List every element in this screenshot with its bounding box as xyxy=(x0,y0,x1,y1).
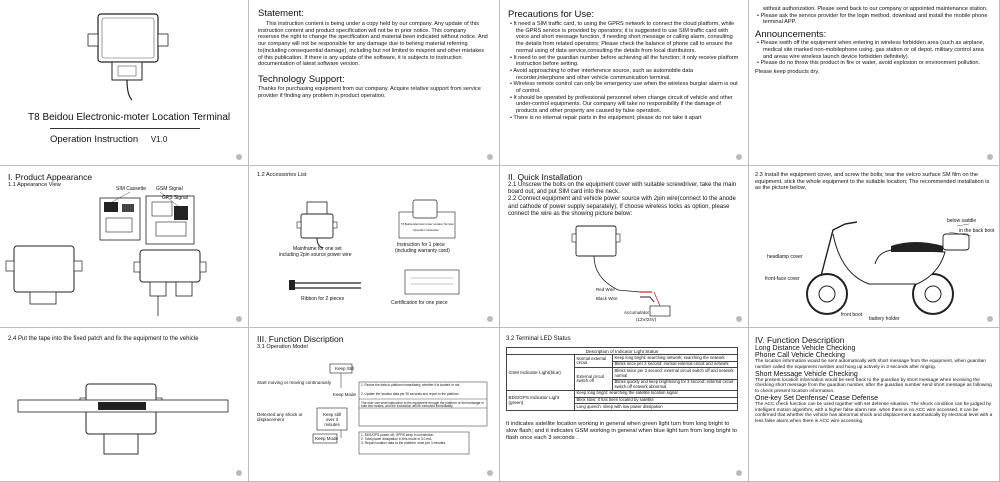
page-dot xyxy=(987,316,993,322)
led-description: Long quench: sleep with low power dissipation xyxy=(575,404,738,411)
quick-step-1: 2.1 Unscrew the bolts on the equipment cover with suitable screwdriver, take the main board out, and put SIM card into the neck. xyxy=(508,182,737,196)
sms-heading: Short Message Vehicle Checking xyxy=(755,370,858,378)
label-sim-cassette: SIM Cassette xyxy=(116,186,147,192)
announcements-page xyxy=(749,0,1000,166)
black-wire-label: Black Wire xyxy=(596,296,618,301)
label-gsm-signal: GSM Signal xyxy=(156,186,183,192)
cover-version: V1.0 xyxy=(150,135,168,144)
keep-mode-label: Keep Mode xyxy=(333,392,357,397)
precaution-item: • It should be operated by professional personnel when change circuit of vehicle and other under-control equipments. Our company will take no responsibility if the damage of products and other property are caused by false operation. xyxy=(510,94,733,115)
precautions-page xyxy=(500,0,749,166)
appearance-subheading: 1.1 Appearance View xyxy=(8,182,61,188)
precaution-item: • There is no internal repair parts in the equipment; please do not take it apart xyxy=(510,114,702,121)
precautions-heading: Precautions for Use: xyxy=(508,9,595,20)
cover-title: T8 Beidou Electronic-moter Location Terminal xyxy=(28,112,231,123)
instruction-label-detail: (including warranty card) xyxy=(395,248,450,254)
precaution-text: It need to set the guardian number before achieving all the function; it only receive platform instruction before setting. xyxy=(513,54,739,68)
scooter-illustration xyxy=(749,166,1000,328)
active-mode-line: The user can send instruction to the equipment through the platform or text message in both two modes, and the instruction will be executed immediately xyxy=(361,400,484,409)
instruction-doc-subtitle: Operation Instruction xyxy=(413,228,439,232)
label-headlamp-cover: headlamp cover xyxy=(767,254,803,260)
led-description: Keep long bright: searching the satellite location signal xyxy=(575,390,738,397)
precaution-text: Wireless remote control can only be emergency use when the wireless burglar alarm is out of control. xyxy=(513,81,738,95)
label-front-boot: front boot xyxy=(841,312,863,318)
statement-body: This instruction content is being under a copy held by our company. Any update of this instruction content and product specification will not be in prior notice. This company reserves the right to change the specification and material been indicated without notice. And our company will not be responsible for any damage due to belving material referring to(including consequential damage), including but not limited to misprint and other mistakes of this publication. If there is any update of the software, it is subjects to instruction documentation of latest software version. xyxy=(258,21,488,68)
accessories-page xyxy=(249,166,500,328)
page-dot xyxy=(236,154,242,160)
precaution-item: • Avoid approaching to other interference source, such as automobile data recorder,interphone and other vehicle communication terminal. xyxy=(510,67,694,81)
quick-step-2: 2.2 Connect equipment and vehicle power source with 2pin wire(connect to the anode and cathode of power supply separately); If choose wireless locks as option, please connect the wire as the showing picture below: xyxy=(508,196,736,217)
bds-label: BDS/GPS Indicator Light (green) xyxy=(507,390,575,410)
support-heading: Technology Support: xyxy=(258,73,345,85)
statement-page xyxy=(249,0,500,166)
defense-heading: One-key Set Denfense/ Cease Defense xyxy=(755,394,878,402)
sms-text: The present location information would be sent back to the guardian by short message when receiving the checking short message from the guardian number, after the guardian number send short message as following to check present location information. xyxy=(755,377,992,394)
label-back-boot: in the back boot xyxy=(959,228,995,234)
func-desc-heading: IV. Function Description xyxy=(755,335,845,345)
led-description: Blinks quickly and keep brightening for 3 second: external circuit switch off network abnormal xyxy=(613,379,738,390)
precaution-text: There is no internal repair parts in the equipment; please do not take it apart xyxy=(513,114,702,121)
label-front-face-cover: front-face cover xyxy=(765,276,800,282)
sleep-mode-line: 1. BDS/GPS power off, GPRS keep in connection. xyxy=(361,433,435,437)
accessories-illustration xyxy=(249,166,500,328)
sleep-mode-box xyxy=(361,434,467,446)
active-mode-line: 2. Update the location data per 30 seconds and report to the platform. xyxy=(361,391,460,396)
announcement-text: Please swith off the equipment when entering in wireless forbidden area (such as airplane, medical site marked non-mobilephone using, gas station or oil depot, military control area and areas wire wireless launch device forbidden definitely). xyxy=(760,40,985,60)
phone-call-text: The location information would be sent automatically with short message from the equipment, when guardian number called the equipment number and hung up actively in 3 seconds after ringing. xyxy=(755,359,986,370)
page-dot xyxy=(736,316,742,322)
sleep-mode-line: 2. Total power dissipation in this mode is 3.0 mA. xyxy=(361,436,433,441)
tape-illustration xyxy=(0,328,249,482)
precaution-item: • It need a SIM traffic card, to using the GPRS network to connect the cloud platform, while the GPRS service is provided by operators; it is suggested to use SIM traffic card with voice and short message function, if needing short message or calling alarm, consulting the details from related operators; Please check the balance of phone call to ensure the normal using of data service,consulting the details from local distributors. xyxy=(510,21,735,54)
led-condition: External circuit switch off xyxy=(575,368,613,390)
active-mode-line: 1. Recive the data to platform immediately, whether it is located or not. xyxy=(361,383,461,387)
label-below-saddle: below saddle xyxy=(947,218,977,224)
label-gps-signal: GPS Signal xyxy=(162,195,188,201)
mainframe-label: Mainframe for one set xyxy=(293,246,342,252)
precaution-text: It need a SIM traffic card, to using the GPRS network to connect the cloud platform, while the GPRS service is provided by operators; it is suggested to use SIM traffic card with voice and short message function, if needing short message or calling alarm, consulting the details from related operators; Please check the balance of phone call to ensure the normal using of data service,consulting the details from local distributors. xyxy=(513,21,735,54)
page-dot xyxy=(236,316,242,322)
install-location-page xyxy=(749,166,1000,328)
led-note: It indicates satellite location working in general when green light turn from long bright to slow flash; and it indicates GSM working in general when blue light turn from long bright to flash once each 3 seconds . xyxy=(506,420,738,441)
mainframe-label-detail: including 2pin source power wire xyxy=(279,252,352,258)
announcement-closing: Please keep products dry. xyxy=(755,68,820,75)
led-table-title: Description of Indicator Light Status xyxy=(507,348,738,355)
led-condition: Normal external circuit xyxy=(575,355,613,368)
tape-instruction: 2.4 Put the tape into the fixed patch and fix the equipment to the vehicle xyxy=(8,336,199,342)
active-mode-box xyxy=(361,384,485,409)
page-dot xyxy=(987,154,993,160)
install-step-3: 2.3 Install the equipment cover, and screw the bolts; tear the velcro surface SM film on the equipment, stick the whole equipment to the suitable location; The recommended installation is as the picture below, xyxy=(755,172,990,192)
precaution-item: • It need to set the guardian number before achieving all the function; it only receive platform instruction before setting. xyxy=(510,54,739,68)
ribbon-label: Ribbon for 2 pieces xyxy=(301,296,345,302)
page-dot xyxy=(736,154,742,160)
certification-label: Certification for one piece xyxy=(391,300,448,306)
function-heading: III. Function Discription xyxy=(257,334,344,344)
wiring-diagram xyxy=(500,166,749,328)
accessories-heading: 1.2 Accessories List xyxy=(257,172,307,178)
precaution-text: Avoid approaching to other interference source, such as automobile data recorder,interphone and other vehicle communication terminal. xyxy=(513,67,694,81)
instruction-doc-title: T8 Beidou Electronic-moter Location Terminal xyxy=(401,223,454,226)
defense-text: The ACC check function can be used together with set defense situation. The shock condition can be judged by intelligent motion algorithm, with a higher false alarm rate, when there is no ACC wire accessed. It can be confirmed that whether the vehicle has abnormal shock and displacement automatically by electrical level with a less false alarm,when there is ACC wire accessing. xyxy=(755,401,993,424)
keep-mode-bottom-label: Keep Mode xyxy=(315,436,339,441)
page-dot xyxy=(236,470,242,476)
keep-still-3min-label: Keep still over 3 minutes xyxy=(323,412,341,427)
function-details-page xyxy=(749,328,1000,482)
appearance-heading: I. Product Appearance xyxy=(8,172,93,182)
red-wire-label: Red Wire xyxy=(596,287,615,292)
phone-call-heading: Phone Call Vehicle Checking xyxy=(755,352,845,359)
precaution-item: • Wireless remote control can only be emergency use when the wireless burglar alarm is out of control. xyxy=(510,81,738,95)
announcement-item: • Please swith off the equipment when entering in wireless forbidden area (such as airplane, medical site marked non-mobilephone using, gas station or oil depot, military control area and areas wire wireless launch device forbidden definitely). xyxy=(757,40,985,60)
quick-installation-page xyxy=(500,166,749,328)
announcement-text: Please do no throw this product in fire or water, avoid explosion or environment pollution. xyxy=(760,60,981,67)
page-dot xyxy=(487,154,493,160)
label-battery-holder: battery holder xyxy=(869,316,900,322)
page-dot xyxy=(487,470,493,476)
led-description: Blinks twice per 2 second: external circuit switch off and network normal xyxy=(613,368,738,379)
quick-heading: II. Quick Installation xyxy=(508,172,583,182)
announcements-heading: Announcements: xyxy=(755,29,827,41)
page-dot xyxy=(487,316,493,322)
cover-subtitle-text: Operation Instruction xyxy=(50,134,139,145)
led-description: Blink slow: It has been located by satellite xyxy=(575,397,738,404)
announcement-item: • Please do no throw this product in fire or water, avoid explosion or environment pollution. xyxy=(757,60,981,67)
announcement-top-line: without authorization. Please send back to our company or appointed maintenance station. xyxy=(763,6,988,12)
appearance-page xyxy=(0,166,249,328)
keep-still-label: Keep Still xyxy=(335,366,355,371)
led-description: Keep long bright: searching network; searching the network xyxy=(613,355,738,362)
start-moving-label: Start moving or moving continuously xyxy=(257,380,332,385)
gsm-label: GSM Indicator Light(blue) xyxy=(507,355,575,391)
announcement-top-text: Please ask the service provider for the login method, download and install the mobile phone terminal APP. xyxy=(760,12,988,26)
page-dot xyxy=(736,470,742,476)
announcement-top-line: • Please ask the service provider for the login method, download and install the mobile phone terminal APP. xyxy=(757,12,988,26)
tape-fix-page xyxy=(0,328,249,482)
function-subheading: 3.1 Operation Model xyxy=(257,344,308,350)
detected-shock-label: Detected any shock or displacement xyxy=(257,412,303,422)
led-status-page xyxy=(500,328,749,482)
accumulator-voltage: (12V/24V) xyxy=(636,317,657,322)
long-distance-heading: Long Distance Vehicle Checking xyxy=(755,345,856,352)
sleep-mode-line: 3. Report location data to the platform once per 3 minutes. xyxy=(361,440,447,445)
accumulator-label: Accumulator xyxy=(624,310,650,315)
cover-subtitle xyxy=(50,134,167,145)
cover-title-rule xyxy=(50,128,200,129)
cover-page xyxy=(0,0,249,166)
support-body: Thanks for purchasing equipment from our company. Acquire relative support from service provider if finding any problem in product operation. xyxy=(258,85,481,99)
led-status-table xyxy=(506,347,738,411)
function-description-page xyxy=(249,328,500,482)
statement-heading: Statement: xyxy=(258,8,304,19)
led-description: Blinks once per 2 second: normal external circuit and network xyxy=(613,361,738,368)
instruction-label: Instruction for 1 piece xyxy=(397,242,445,248)
led-heading: 3.2 Terminal LED Status xyxy=(506,336,571,342)
precaution-text: It should be operated by professional personnel when change circuit of vehicle and other under-control equipments. Our company will take no responsibility if the damage of products and other property are caused by false operation. xyxy=(513,94,733,115)
